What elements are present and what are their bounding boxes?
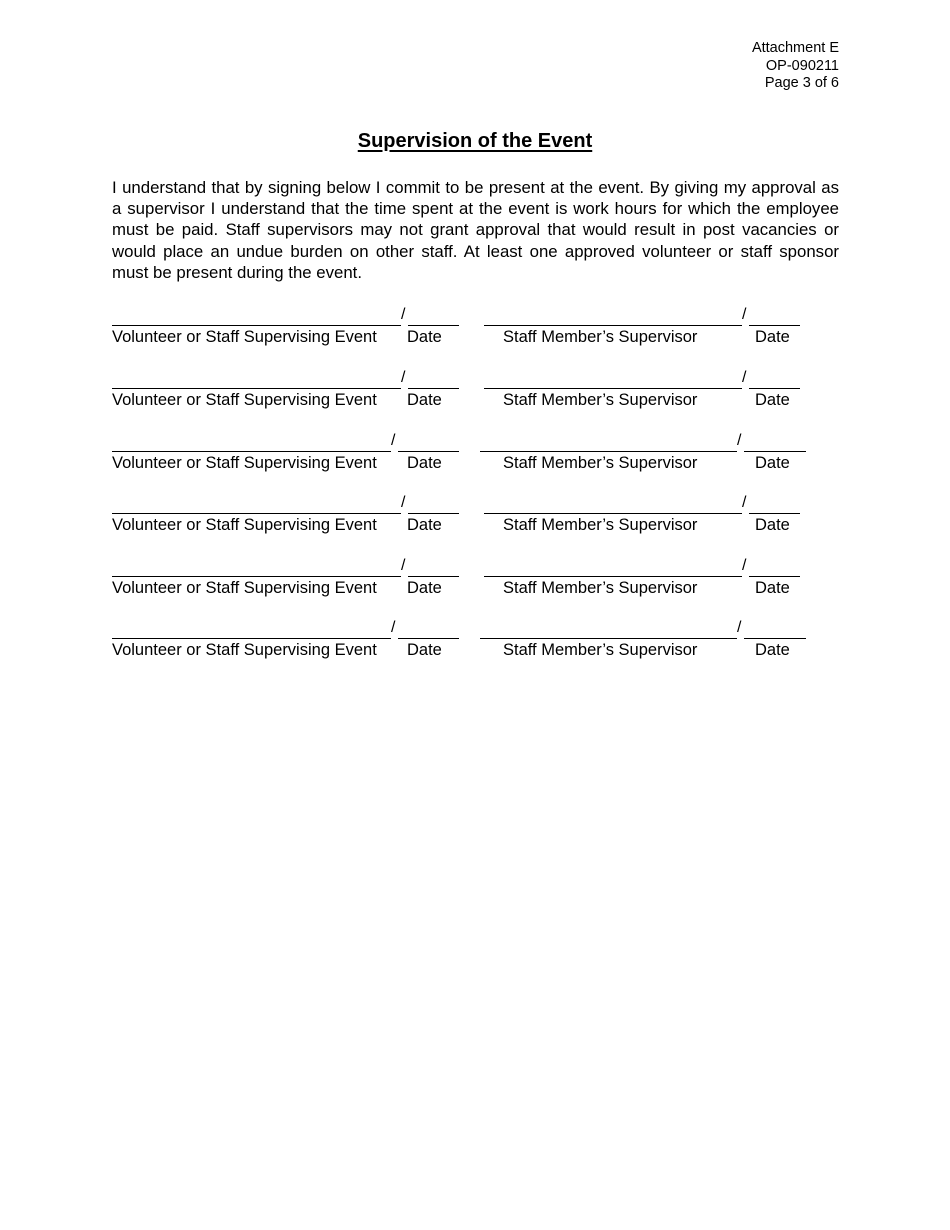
volunteer-signature-line[interactable] [112, 434, 391, 452]
volunteer-signature-line[interactable] [112, 559, 401, 577]
supervisor-signature-label: Staff Member’s Supervisor [503, 579, 698, 597]
supervisor-date-line[interactable] [744, 434, 806, 452]
supervisor-signature-label: Staff Member’s Supervisor [503, 516, 698, 534]
date-separator: / [737, 619, 742, 636]
volunteer-date-label: Date [407, 641, 442, 659]
volunteer-date-line[interactable] [408, 371, 459, 389]
supervisor-date-label: Date [755, 579, 790, 597]
page-title: Supervision of the Event [357, 130, 593, 152]
volunteer-signature-label: Volunteer or Staff Supervising Event [112, 641, 377, 659]
date-separator: / [742, 306, 747, 323]
signature-row [0, 308, 950, 356]
signature-row [0, 434, 950, 482]
date-separator: / [742, 494, 747, 511]
volunteer-date-line[interactable] [398, 434, 459, 452]
volunteer-signature-line[interactable] [112, 308, 401, 326]
supervisor-date-line[interactable] [744, 621, 806, 639]
date-separator: / [401, 369, 406, 386]
supervisor-signature-label: Staff Member’s Supervisor [503, 454, 698, 472]
date-separator: / [401, 557, 406, 574]
supervisor-date-label: Date [755, 454, 790, 472]
volunteer-signature-label: Volunteer or Staff Supervising Event [112, 579, 377, 597]
supervisor-date-label: Date [755, 641, 790, 659]
date-separator: / [742, 557, 747, 574]
policy-number: OP-090211 [765, 57, 839, 74]
supervisor-signature-label: Staff Member’s Supervisor [503, 641, 698, 659]
supervisor-date-label: Date [755, 328, 790, 346]
supervisor-signature-label: Staff Member’s Supervisor [503, 328, 698, 346]
signature-row [0, 496, 950, 544]
supervisor-date-label: Date [755, 391, 790, 409]
signature-row [0, 371, 950, 419]
supervisor-date-label: Date [755, 516, 790, 534]
volunteer-signature-label: Volunteer or Staff Supervising Event [112, 454, 377, 472]
date-separator: / [401, 494, 406, 511]
supervisor-date-line[interactable] [749, 371, 800, 389]
date-separator: / [391, 432, 396, 449]
volunteer-signature-label: Volunteer or Staff Supervising Event [112, 516, 377, 534]
volunteer-signature-line[interactable] [112, 496, 401, 514]
attachment-label: Attachment E [751, 40, 839, 56]
document-header [752, 40, 839, 93]
volunteer-signature-line[interactable] [112, 371, 401, 389]
supervisor-signature-line[interactable] [484, 308, 742, 326]
date-separator: / [401, 306, 406, 323]
supervisor-date-line[interactable] [749, 308, 800, 326]
volunteer-date-line[interactable] [408, 559, 459, 577]
volunteer-date-label: Date [407, 516, 442, 534]
volunteer-date-label: Date [407, 391, 442, 409]
volunteer-date-line[interactable] [408, 496, 459, 514]
volunteer-date-label: Date [407, 454, 442, 472]
date-separator: / [737, 432, 742, 449]
volunteer-signature-line[interactable] [112, 621, 391, 639]
volunteer-signature-label: Volunteer or Staff Supervising Event [112, 391, 377, 409]
supervisor-signature-label: Staff Member’s Supervisor [503, 391, 698, 409]
volunteer-date-line[interactable] [408, 308, 459, 326]
volunteer-date-label: Date [407, 328, 442, 346]
supervisor-signature-line[interactable] [484, 496, 742, 514]
supervisor-signature-line[interactable] [480, 621, 737, 639]
supervisor-signature-line[interactable] [484, 559, 742, 577]
page-number: Page 3 of 6 [764, 75, 839, 91]
date-separator: / [742, 369, 747, 386]
signature-row [0, 621, 950, 669]
volunteer-signature-label: Volunteer or Staff Supervising Event [112, 328, 377, 346]
supervisor-date-line[interactable] [749, 559, 800, 577]
volunteer-date-line[interactable] [398, 621, 459, 639]
intro-paragraph: I understand that by signing below I commit to be present at the event. By giving my approval as a supervisor I understand that the time spent at the event is work hours for which the employee must be paid. Staff supervisors may not grant approval that would result in post vacancies or would place an undue burden on other staff. At least one approved volunteer or staff sponsor must be present during the event. [112, 178, 839, 282]
supervisor-date-line[interactable] [749, 496, 800, 514]
supervisor-signature-line[interactable] [480, 434, 737, 452]
supervisor-signature-line[interactable] [484, 371, 742, 389]
date-separator: / [391, 619, 396, 636]
signature-row [0, 559, 950, 607]
volunteer-date-label: Date [407, 579, 442, 597]
